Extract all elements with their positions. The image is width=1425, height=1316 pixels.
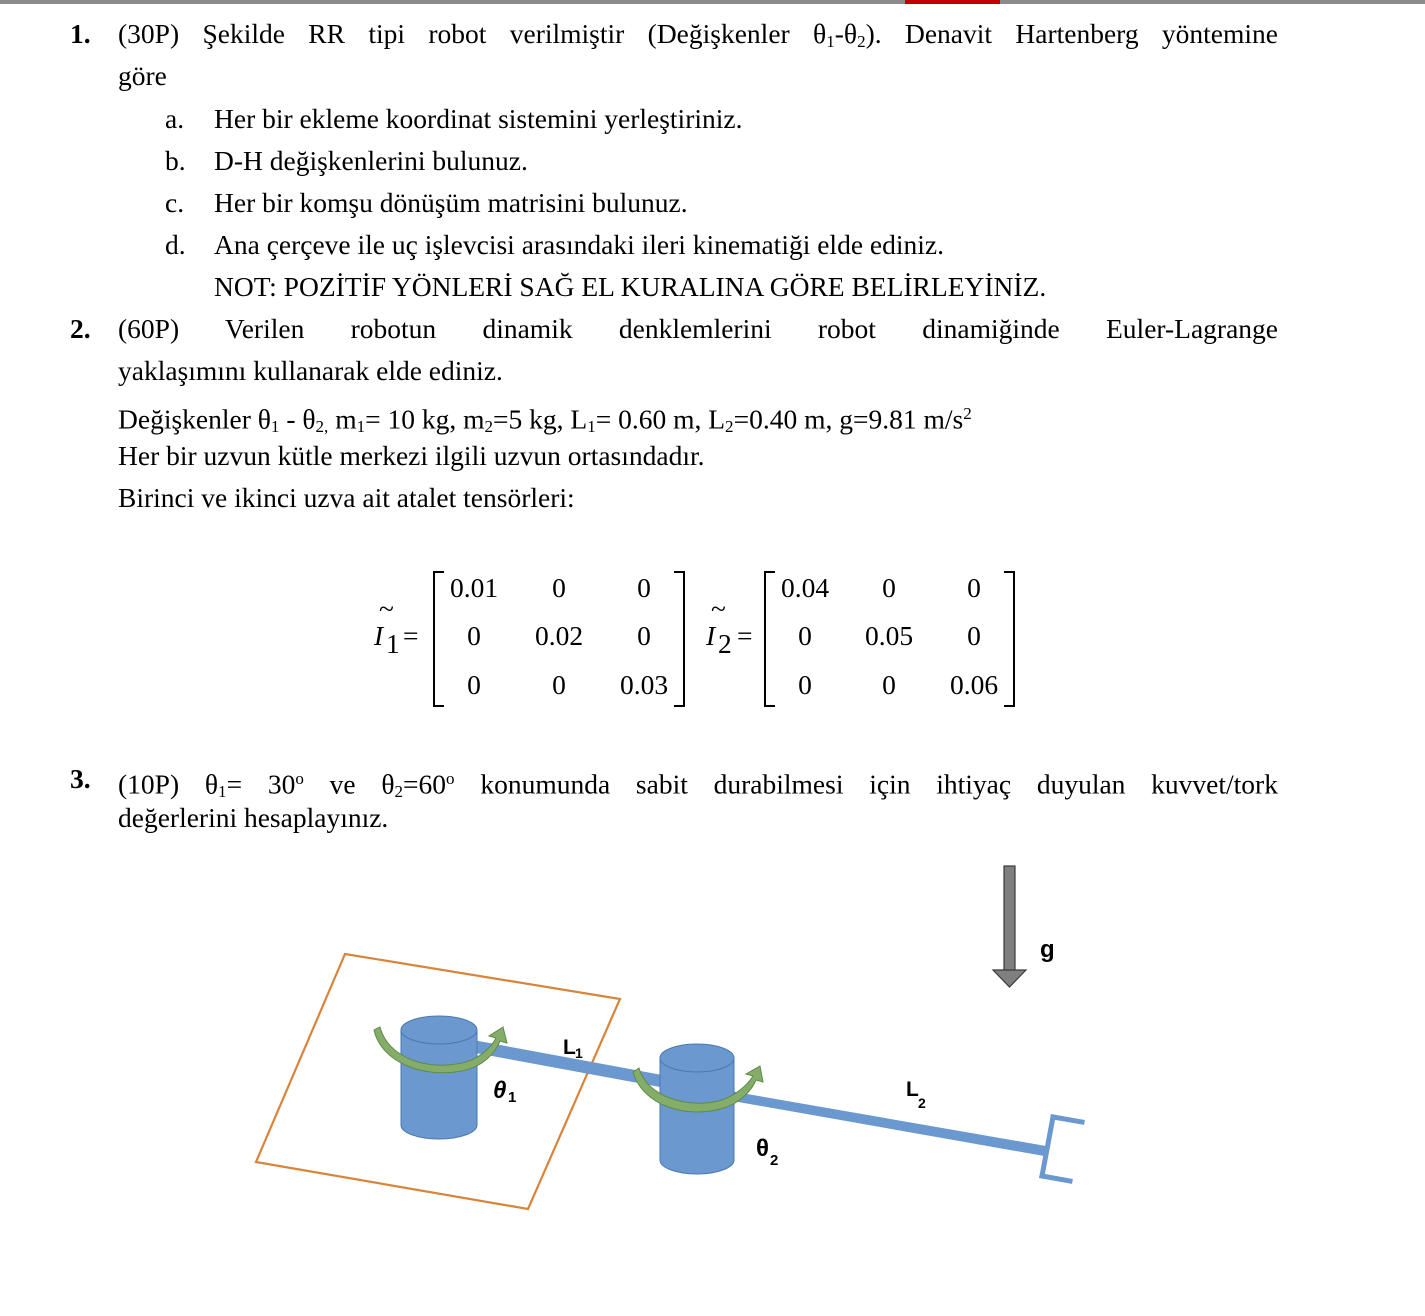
q1-item-c-marker: c. bbox=[165, 187, 185, 218]
tensor1-cell: 0 bbox=[552, 669, 566, 700]
gravity-label: g bbox=[1040, 936, 1055, 963]
q3-t1: (10P) θ bbox=[118, 768, 219, 800]
q1-text-a: (30P) Şekilde RR tipi robot verilmiştir (Değişkenler θ bbox=[118, 18, 827, 49]
joint-1-cylinder bbox=[401, 1016, 477, 1139]
tensor2-sub: 2 bbox=[718, 628, 732, 659]
q2-line4: Her bir uzvun kütle merkezi ilgili uzvun ortasındadır. bbox=[118, 440, 705, 471]
q1-item-d-text: Ana çerçeve ile uç işlevcisi arasındaki ileri kinematiği elde ediniz. bbox=[214, 229, 944, 260]
q1-sub2: 2 bbox=[857, 31, 866, 51]
q3-s1: 1 bbox=[218, 782, 227, 802]
theta1-label: θ bbox=[493, 1077, 507, 1104]
q1-item-b-text: D-H değişkenlerini bulunuz. bbox=[214, 145, 528, 176]
q2-line1: (60P) Verilen robotun dinamik denklemlerini robot dinamiğinde Euler-Lagrange bbox=[118, 313, 1278, 344]
L2-sub: 2 bbox=[918, 1095, 926, 1111]
q1-text-b: -θ bbox=[834, 18, 858, 49]
q2-vars-s1: 1 bbox=[270, 417, 280, 437]
q2-vars-s6: 2 bbox=[725, 417, 734, 437]
q2-vars-t1: Değişkenler θ bbox=[118, 403, 271, 435]
q2-vars-t5: =5 kg, L bbox=[493, 403, 588, 435]
tensor1-cell: 0.01 bbox=[449, 572, 499, 603]
q2-vars-s3: 1 bbox=[356, 417, 366, 437]
q2-vars-s4: 2 bbox=[484, 417, 494, 437]
q2-vars-t2: - θ bbox=[279, 403, 316, 435]
q3-sup2: o bbox=[446, 769, 455, 788]
q3-t5: konumunda sabit durabilmesi için ihtiyaç duyulan kuvvet/tork bbox=[454, 768, 1278, 800]
q1-line2: göre bbox=[118, 60, 167, 91]
q1-sub1: 1 bbox=[826, 31, 835, 51]
tensor1-cell: 0 bbox=[637, 620, 651, 651]
q1-text-c: ). Denavit Hartenberg yöntemine bbox=[865, 18, 1278, 49]
tensor1-cell: 0 bbox=[552, 572, 566, 603]
q1-note: NOT: POZİTİF YÖNLERİ SAĞ EL KURALINA GÖRE BELİRLEYİNİZ. bbox=[214, 271, 1047, 302]
L2-label: L bbox=[906, 1078, 919, 1101]
theta2-sub: 2 bbox=[770, 1152, 779, 1169]
q2-vars-t4: = 10 kg, m bbox=[365, 403, 485, 435]
q1-item-c-text: Her bir komşu dönüşüm matrisini bulunuz. bbox=[214, 187, 688, 218]
tensor2-cell: 0 bbox=[882, 669, 896, 700]
tensor2-cell: 0 bbox=[798, 669, 812, 700]
q2-number: 2. bbox=[70, 313, 91, 344]
q2-vars-t7: =0.40 m, g=9.81 m/s bbox=[733, 403, 964, 435]
link-2 bbox=[724, 1090, 1046, 1156]
tensor1-equals: = bbox=[403, 620, 419, 651]
tensor2-equals: = bbox=[737, 620, 753, 651]
q1-number: 1. bbox=[70, 18, 91, 49]
q2-line5: Birinci ve ikinci uzva ait atalet tensörleri: bbox=[118, 482, 575, 513]
q3-number: 3. bbox=[70, 763, 91, 794]
tensor1-label: I bbox=[374, 620, 384, 651]
theta2-label: θ bbox=[756, 1135, 769, 1162]
q3-t2: = 30 bbox=[226, 768, 296, 800]
tensor2-cell: 0 bbox=[882, 572, 896, 603]
q3-s2: 2 bbox=[394, 782, 404, 802]
tensor2-cell: 0 bbox=[967, 620, 981, 651]
gripper bbox=[1042, 1117, 1082, 1181]
tensor1-cell: 0 bbox=[467, 669, 481, 700]
q2-vars-t3: m bbox=[328, 403, 357, 435]
q2-line2: yaklaşımını kullanarak elde ediniz. bbox=[118, 355, 503, 386]
q2-vars-s5: 1 bbox=[587, 417, 596, 437]
q3-t3: ve θ bbox=[303, 768, 395, 800]
q3-line2: değerlerini hesaplayınız. bbox=[118, 802, 389, 833]
q1-item-a-marker: a. bbox=[165, 103, 185, 134]
q3-sup1: o bbox=[295, 769, 304, 788]
tensor2-cell: 0.05 bbox=[864, 620, 914, 651]
q3-t4: =60 bbox=[403, 768, 447, 800]
q2-vars-t6: = 0.60 m, L bbox=[595, 403, 726, 435]
tensor2-tilde: ~ bbox=[711, 593, 726, 624]
tensor2-cell: 0.04 bbox=[780, 572, 830, 603]
tensor2-cell: 0 bbox=[798, 620, 812, 651]
L1-sub: 1 bbox=[575, 1045, 583, 1061]
tensor1-cell: 0.03 bbox=[619, 669, 669, 700]
tensor2-label: I bbox=[706, 620, 716, 651]
q1-item-b-marker: b. bbox=[165, 145, 186, 176]
q2-vars-s2: 2, bbox=[315, 417, 329, 437]
tensor1-cell: 0 bbox=[467, 620, 481, 651]
tensor1-cell: 0.02 bbox=[534, 620, 584, 651]
tensor2-cell: 0 bbox=[967, 572, 981, 603]
tensor1-tilde: ~ bbox=[379, 593, 394, 624]
q1-item-d-marker: d. bbox=[165, 229, 186, 260]
theta1-sub: 1 bbox=[508, 1089, 517, 1106]
q1-item-a-text: Her bir ekleme koordinat sistemini yerleştiriniz. bbox=[214, 103, 743, 134]
tensor1-sub: 1 bbox=[386, 628, 400, 659]
tensor1-cell: 0 bbox=[637, 572, 651, 603]
tensor2-cell: 0.06 bbox=[949, 669, 999, 700]
q2-vars-sup: 2 bbox=[963, 404, 972, 423]
L1-label: L bbox=[563, 1036, 576, 1059]
gravity-arrow bbox=[993, 866, 1026, 987]
